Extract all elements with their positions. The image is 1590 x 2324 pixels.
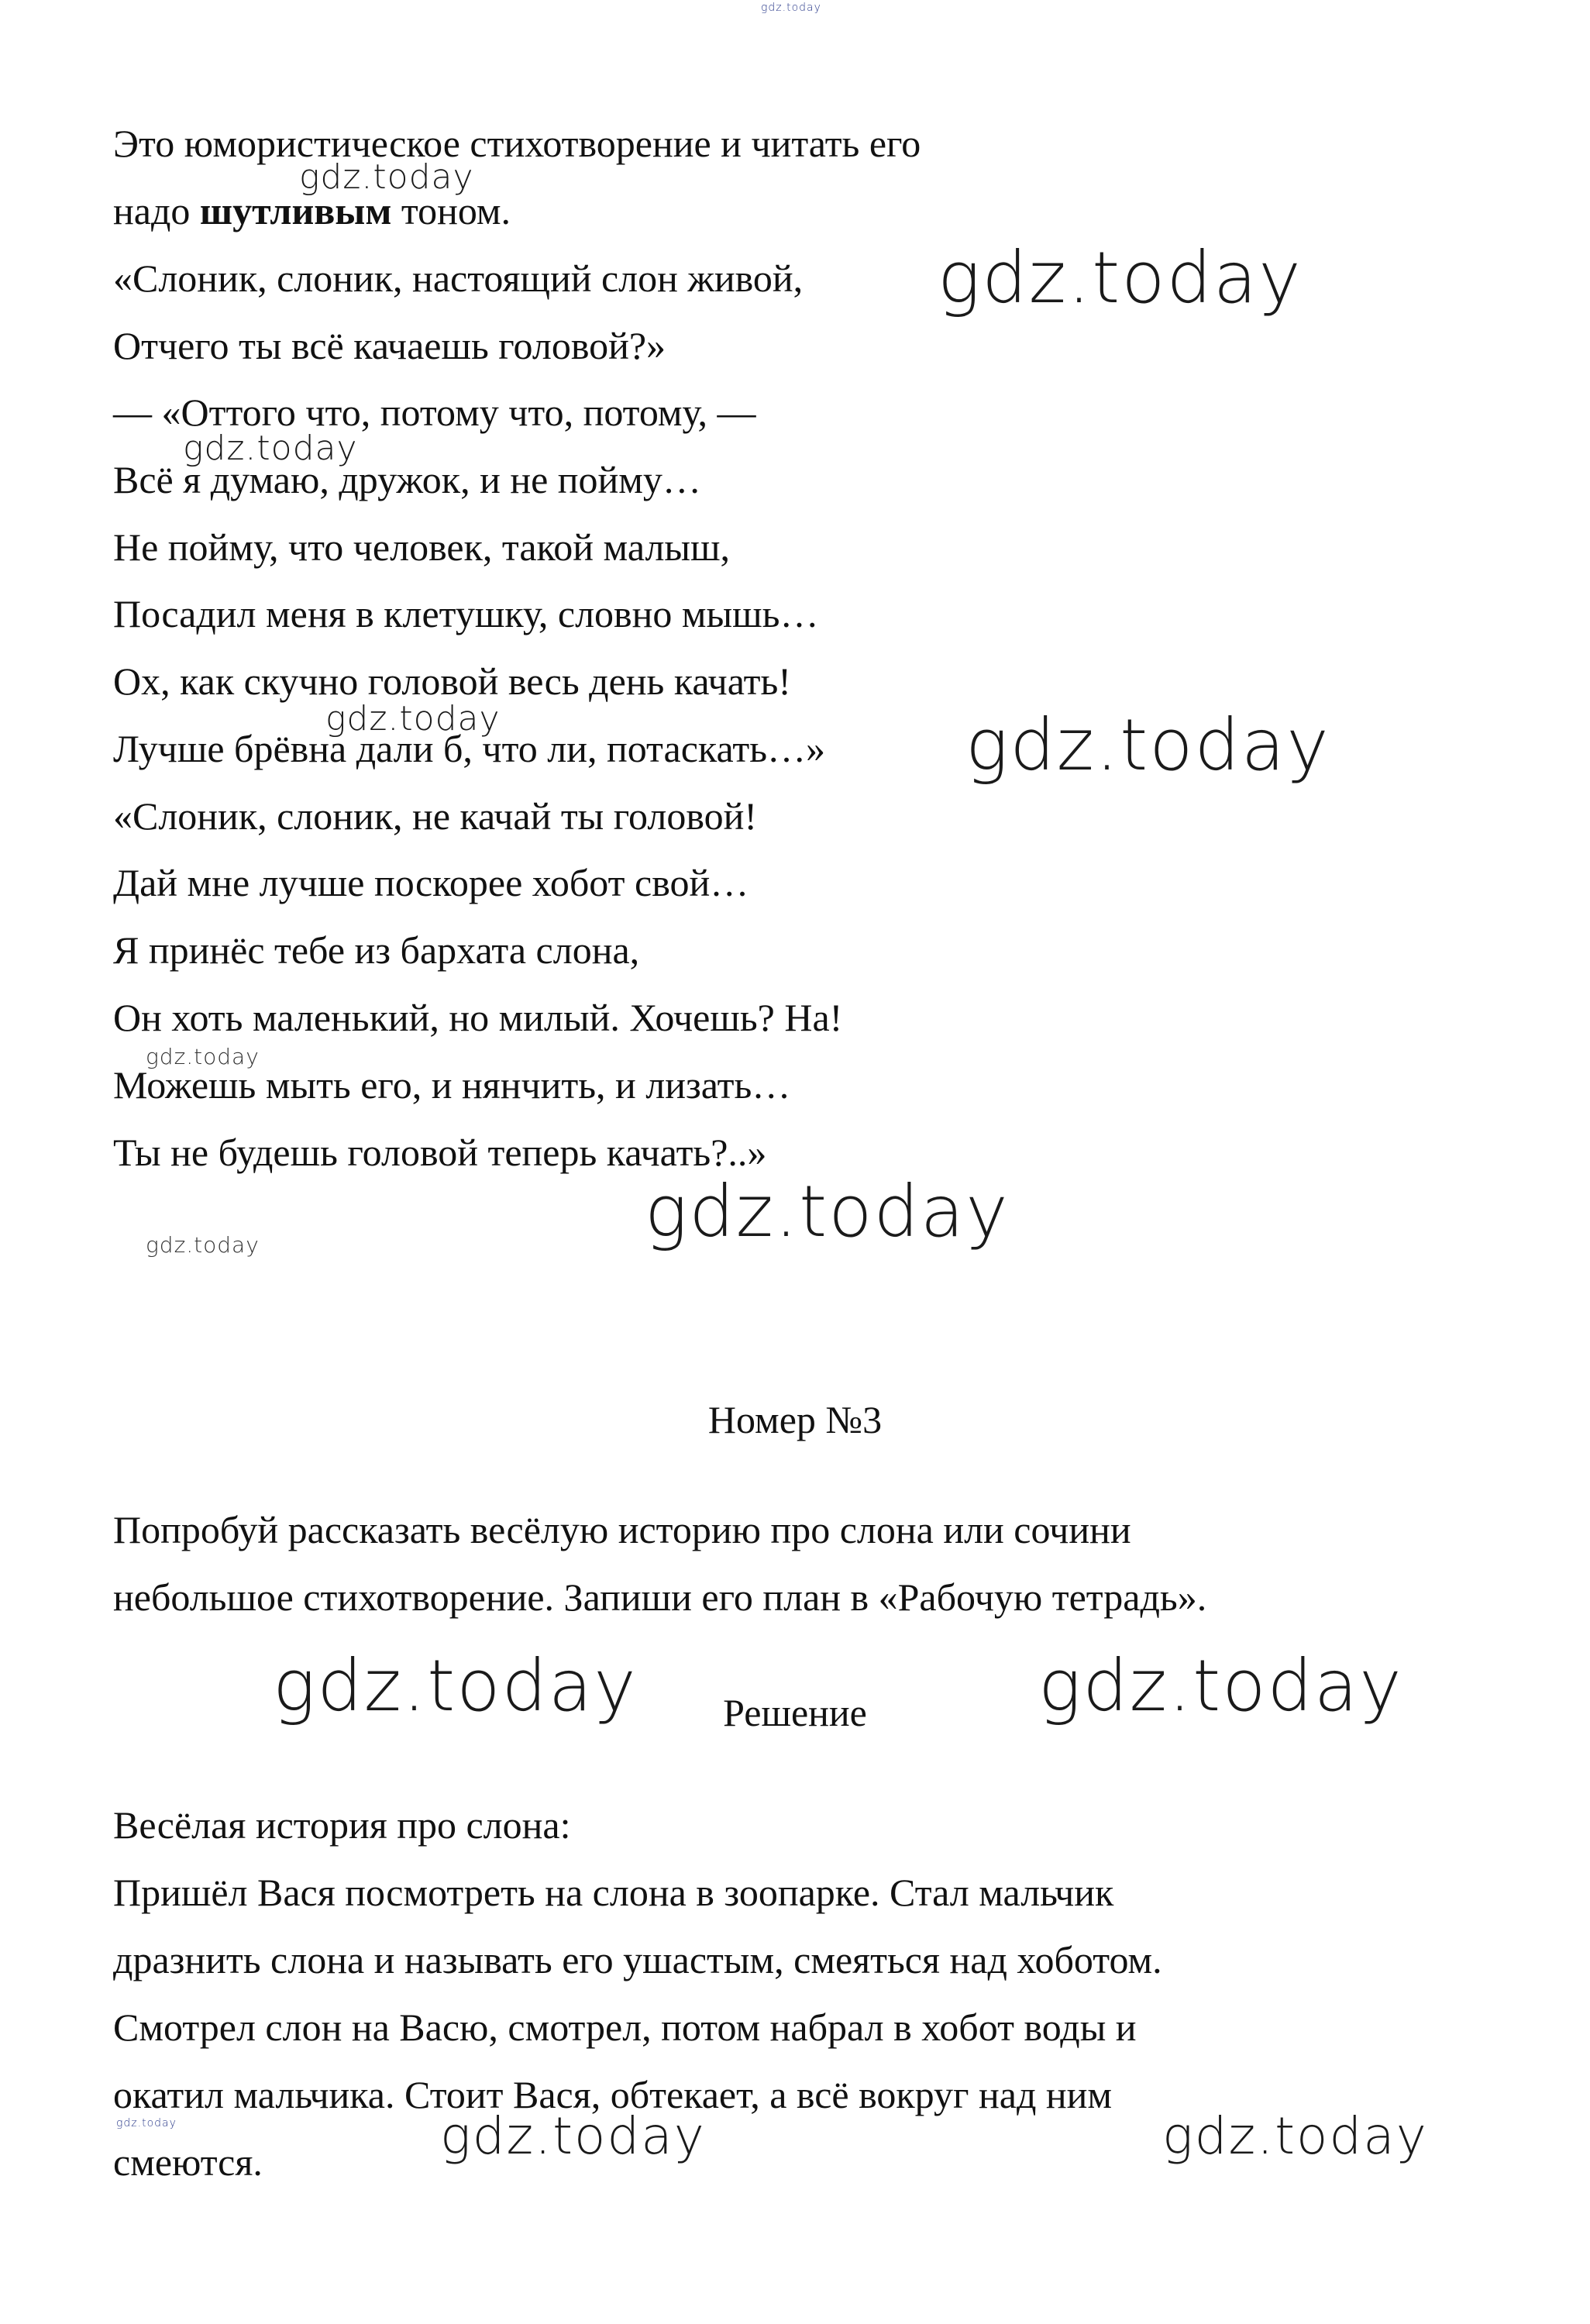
story-line: окатил мальчика. Стоит Вася, обтекает, а всё вокруг над ним (113, 2073, 1113, 2116)
solution-label: Решение (723, 1691, 867, 1734)
watermark-text: gdz.today (299, 157, 474, 197)
watermark-text: gdz.today (146, 1232, 260, 1258)
watermark-text: gdz.today (146, 1044, 260, 1069)
poem-line: Можешь мыть его, и нянчить, и лизать… (113, 1063, 791, 1107)
watermark-text: gdz.today (273, 1644, 638, 1727)
poem-line: Отчего ты всё качаешь головой?» (113, 324, 666, 367)
poem-intro-line-1: Это юмористическое стихотворение и читать его (113, 122, 921, 165)
watermark-text: gdz.today (645, 1170, 1010, 1253)
poem-line: — «Оттого что, потому что, потому, — (113, 391, 756, 434)
watermark-text: gdz.today (325, 699, 501, 739)
poem-line: Он хоть маленький, но милый. Хочешь? На! (113, 996, 843, 1039)
task-heading: Номер №3 (707, 1398, 883, 1441)
watermark-text: gdz.today (440, 2106, 706, 2166)
poem-line: «Слоник, слоник, настоящий слон живой, (113, 257, 804, 300)
watermark-text: gdz.today (761, 2, 821, 14)
poem-line: Посадил меня в клетушку, словно мышь… (113, 592, 819, 635)
poem-line: Не пойму, что человек, такой малыш, (113, 525, 731, 569)
intro-prefix: надо (113, 189, 200, 232)
watermark-text: gdz.today (116, 2117, 177, 2129)
task-text-line-2: небольшое стихотворение. Запиши его план в «Рабочую тетрадь». (113, 1575, 1207, 1619)
poem-line: Ох, как скучно головой весь день качать! (113, 659, 791, 703)
intro-bold-word: шутливым (199, 189, 392, 232)
watermark-text: gdz.today (965, 704, 1330, 787)
story-title: Весёлая история про слона: (113, 1803, 571, 1847)
story-line: дразнить слона и называть его ушастым, смеяться над хоботом. (113, 1938, 1162, 1981)
poem-line: Лучше брёвна дали б, что ли, потаскать…» (113, 727, 825, 770)
poem-line: Всё я думаю, дружок, и не пойму… (113, 458, 701, 501)
poem-line: Дай мне лучше поскорее хобот свой… (113, 861, 749, 904)
task-text-line-1: Попробуй рассказать весёлую историю про слона или сочини (113, 1508, 1131, 1551)
poem-line: Я принёс тебе из бархата слона, (113, 928, 640, 972)
poem-line: Ты не будешь головой теперь качать?..» (113, 1131, 767, 1174)
story-line: Смотрел слон на Васю, смотрел, потом набрал в хобот воды и (113, 2006, 1137, 2049)
poem-line: «Слоник, слоник, не качай ты головой! (113, 794, 758, 838)
story-line: смеются. (113, 2140, 263, 2184)
story-line: Пришёл Вася посмотреть на слона в зоопарке. Стал мальчик (113, 1871, 1114, 1914)
watermark-text: gdz.today (1038, 1644, 1403, 1727)
watermark-text: gdz.today (938, 236, 1303, 319)
watermark-text: gdz.today (183, 429, 358, 468)
intro-suffix: тоном. (391, 189, 511, 232)
watermark-text: gdz.today (1162, 2106, 1428, 2166)
